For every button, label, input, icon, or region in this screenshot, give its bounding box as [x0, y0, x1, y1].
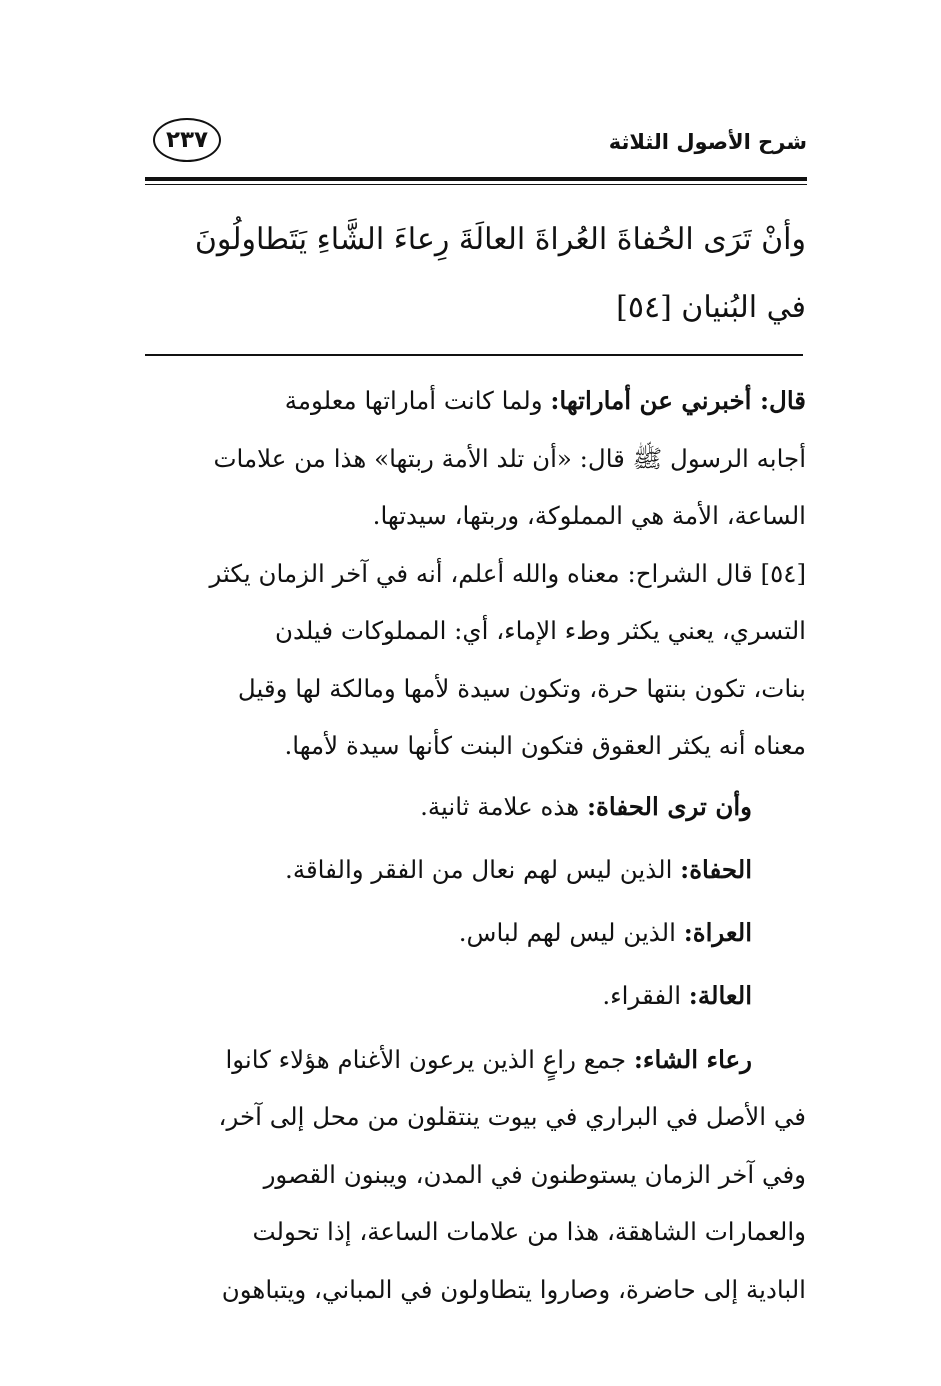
text-line: الساعة، الأمة هي المملوكة، وربتها، سيدتها. [372, 501, 806, 530]
text-line [140, 372, 806, 430]
matn-line: في البُنيان [٥٤] [616, 290, 806, 325]
text-span: جمع راعٍ الذين يرعون الأغنام هؤلاء كانوا [225, 1044, 634, 1074]
text-line: [٥٤] قال الشراح: معناه والله أعلم، أنه في آخر الزمان يكثر [209, 558, 806, 588]
text-line: البادية إلى حاضرة، وصاروا يتطاولون في المباني، ويتباهون [221, 1274, 806, 1304]
paragraph-label: رعاء الشاء: [633, 1044, 752, 1074]
definition-text: هذه علامة ثانية. [420, 791, 587, 821]
matn-line: وأنْ تَرَى الحُفاةَ العُراةَ العالَةَ رِعاءَ الشَّاءِ يَتَطاولُونَ [194, 222, 806, 257]
text-line: معناه أنه يكثر العقوق فتكون البنت كأنها سيدة لأمها. [284, 731, 806, 760]
text-line [140, 1031, 806, 1089]
commentary [140, 372, 806, 1318]
header-rule-thin [145, 184, 807, 185]
text-line: التسري، يعني يكثر وطء الإماء، أي: المملوكات فيلدن [274, 616, 806, 645]
paragraph [140, 1031, 806, 1319]
text-line: والعمارات الشاهقة، هذا من علامات الساعة، إذا تحولت [252, 1217, 806, 1246]
definition-line [140, 775, 806, 838]
page-number-badge: ٢٣٧ [153, 118, 221, 162]
header-rule-thick [145, 177, 807, 181]
definition-term: وأن ترى الحفاة: [586, 791, 752, 821]
definitions [140, 775, 806, 1027]
definition-term: العراة: [683, 917, 752, 947]
matn-separator [145, 354, 803, 356]
definition-text: الفقراء. [602, 980, 689, 1010]
text-line: أجابه الرسول ﷺ قال: «أن تلد الأمة ربتها» هذا من علامات [213, 443, 806, 473]
paragraph-label: قال: أخبرني عن أماراتها: [550, 386, 806, 415]
running-title: شرح الأصول الثلاثة [608, 130, 807, 154]
paragraph [140, 545, 806, 775]
page-header [145, 118, 807, 176]
text-line: وفي آخر الزمان يستوطنون في المدن، ويبنون القصور [263, 1159, 806, 1189]
matn-text [140, 206, 806, 342]
text-line: بنات، تكون بنتها حرة، وتكون سيدة لأمها ومالكة لها وقيل [237, 673, 806, 703]
definition-text: الذين ليس لهم لباس. [458, 917, 684, 947]
definition-text: الذين ليس لهم نعال من الفقر والفاقة. [285, 854, 681, 884]
definition-line [140, 901, 806, 964]
paragraph [140, 372, 806, 545]
definition-line [140, 964, 806, 1027]
definition-line [140, 838, 806, 901]
text-line: في الأصل في البراري في بيوت ينتقلون من محل إلى آخر، [218, 1102, 806, 1131]
text-span: ولما كانت أماراتها معلومة [284, 386, 551, 415]
definition-term: العالة: [688, 980, 752, 1010]
definition-term: الحفاة: [680, 854, 752, 884]
